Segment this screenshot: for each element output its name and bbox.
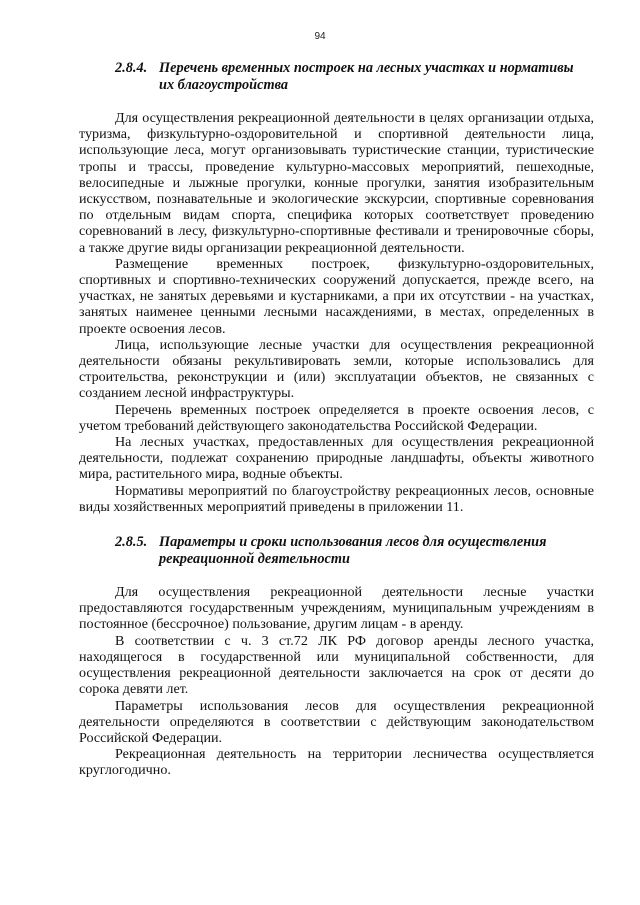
section-title-line-2: рекреационной деятельности	[159, 550, 350, 567]
paragraph: Для осуществления рекреационной деятельности лесные участки предоставляются государственным учреждениям, муниципальным учреждениям в постоянное (бессрочное) пользование, другим лицам - в аренду.	[79, 584, 594, 633]
page-number: 94	[314, 31, 326, 42]
paragraph: Лица, использующие лесные участки для осуществления рекреационной деятельности обязаны рекультивировать земли, которые использовались для строительства, реконструкции и (или) эксплуатации объектов, не связанных с созданием лесной инфраструктуры.	[79, 336, 594, 402]
section-heading-2-8-4	[79, 60, 594, 93]
paragraph: Параметры использования лесов для осуществления рекреационной деятельности определяются в соответствии с действующим законодательством Российской Федерации.	[79, 697, 594, 746]
paragraph: На лесных участках, предоставленных для осуществления рекреационной деятельности, подлежат сохранению природные ландшафты, объекты животного мира, растительного мира, водные объекты.	[79, 434, 594, 483]
section-title-line-2: их благоустройства	[159, 76, 289, 93]
section-title-line-1: Перечень временных построек на лесных участках и нормативы	[159, 60, 574, 76]
paragraph: Размещение временных построек, физкультурно-оздоровительных, спортивных и спортивно-технических сооружений допускается, прежде всего, на участках, не занятых деревьями и кустарниками, а при их отсутствии - на участках, занятых наименее ценными лесными насаждениями, в местах, определенных в проекте освоения лесов.	[79, 255, 594, 337]
paragraph: Перечень временных построек определяется в проекте освоения лесов, с учетом требований действующего законодательства Российской Федерации.	[79, 401, 594, 434]
section-number: 2.8.5.	[115, 534, 148, 551]
section-title-line-1: Параметры и сроки использования лесов для осуществления	[159, 534, 547, 551]
section-number: 2.8.4.	[115, 60, 148, 76]
paragraph: В соответствии с ч. 3 ст.72 ЛК РФ договор аренды лесного участка, находящегося в государственной или муниципальной собственности, для осуществления рекреационной деятельности заключается на срок от десяти до сорока девяти лет.	[79, 632, 594, 698]
paragraph: Нормативы мероприятий по благоустройству рекреационных лесов, основные виды хозяйственных мероприятий приведены в приложении 11.	[79, 482, 594, 515]
paragraph: Для осуществления рекреационной деятельности в целях организации отдыха, туризма, физкультурно-оздоровительной и спортивной деятельности лица, использующие леса, могут организовывать туристические станции, туристические тропы и трассы, проведение культурно-массовых мероприятий, пешеходные, велосипедные и лыжные прогулки, конные прогулки, занятия изобразительным искусством, познавательные и экологические экскурсии, спортивные соревнования по отдельным видам спорта, специфика которых соответствует проведению соревнований в лесу, физкультурно-спортивные фестивали и тренировочные сборы, а также другие виды организации рекреационной деятельности.	[79, 110, 594, 256]
section-heading-2-8-5	[79, 534, 594, 567]
paragraph: Рекреационная деятельность на территории лесничества осуществляется круглогодично.	[79, 746, 594, 779]
document-body	[79, 60, 594, 779]
